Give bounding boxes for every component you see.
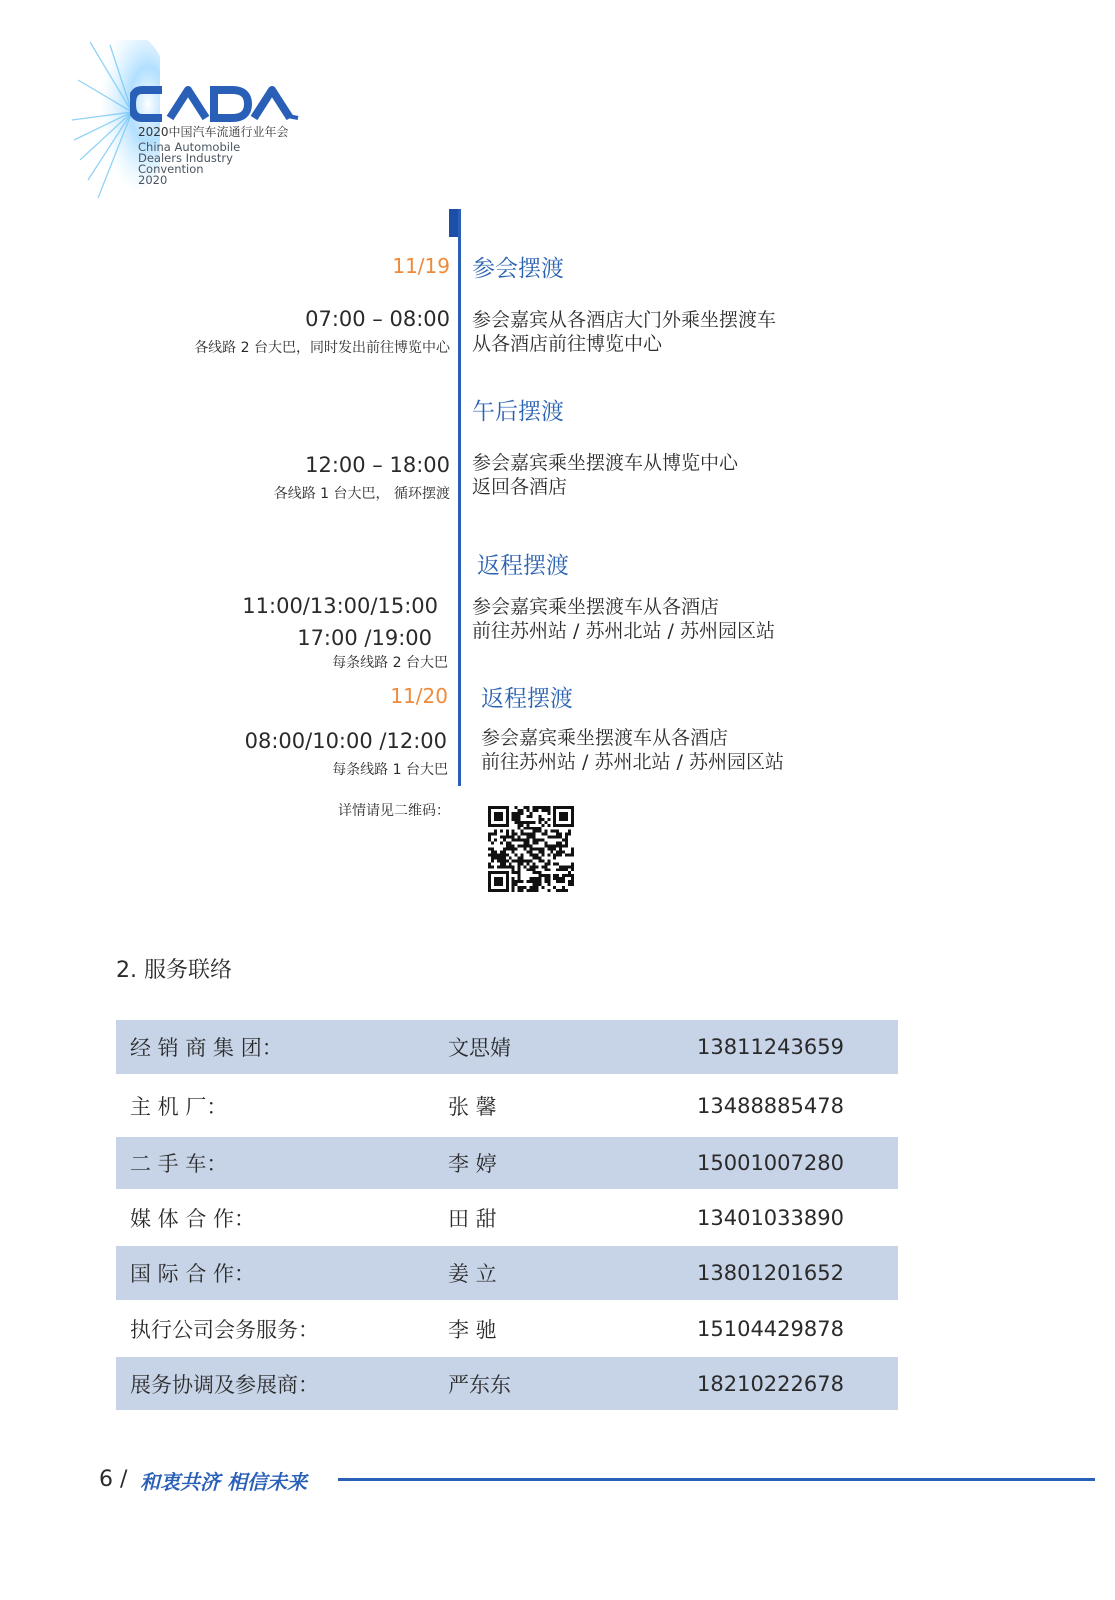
contact-phone: 13801201652 [697, 1261, 844, 1285]
table-row [116, 1137, 898, 1189]
description-line: 前往苏州站 / 苏州北站 / 苏州园区站 [472, 620, 775, 642]
footer-divider [338, 1478, 1095, 1481]
logo-en-line: Convention [138, 162, 204, 176]
contact-name: 严东东 [448, 1372, 511, 1397]
qr-label: 详情请见二维码： [338, 803, 450, 819]
cada-logo [70, 40, 330, 200]
contact-role: 媒 体 合 作： [130, 1206, 256, 1231]
table-row [116, 1357, 898, 1410]
contact-role: 展务协调及参展商： [130, 1372, 319, 1397]
time-note: 每条线路 2 台大巴 [332, 655, 448, 671]
time-range: 07:00 – 08:00 [305, 307, 450, 331]
contact-phone: 13401033890 [697, 1205, 844, 1230]
contact-role: 执行公司会务服务： [130, 1317, 319, 1342]
timeline-line [458, 209, 461, 786]
cada-wordmark [130, 84, 300, 124]
time-range: 08:00/10:00 /12:00 [244, 729, 447, 753]
section-heading: 2. 服务联络 [116, 958, 232, 983]
description-line: 参会嘉宾从各酒店大门外乘坐摆渡车 [472, 309, 777, 331]
contact-phone: 15104429878 [697, 1316, 844, 1341]
page-number: 6 / [99, 1467, 128, 1492]
time-note: 各线路 2 台大巴，同时发出前往博览中心 [194, 340, 450, 356]
contact-role: 经 销 商 集 团： [130, 1036, 283, 1060]
description-line: 参会嘉宾乘坐摆渡车从博览中心 [472, 452, 739, 474]
description-line: 参会嘉宾乘坐摆渡车从各酒店 [472, 596, 720, 618]
section-title: 返程摆渡 [481, 686, 573, 712]
table-row [116, 1020, 898, 1074]
contact-phone: 13488885478 [697, 1093, 844, 1118]
time-note: 每条线路 1 台大巴 [332, 762, 448, 778]
description-line: 参会嘉宾乘坐摆渡车从各酒店 [481, 727, 729, 749]
contact-role: 二 手 车： [130, 1152, 228, 1176]
logo-en-line: 2020 [138, 173, 168, 187]
time-range: 12:00 – 18:00 [305, 453, 450, 477]
table-row [116, 1189, 898, 1246]
table-row [116, 1246, 898, 1300]
description-line: 返回各酒店 [472, 476, 568, 498]
section-title: 午后摆渡 [472, 399, 564, 425]
contact-phone: 18210222678 [697, 1371, 844, 1396]
table-row [116, 1074, 898, 1137]
date-label: 11/19 [392, 254, 450, 278]
section-title: 参会摆渡 [472, 256, 564, 282]
table-row [116, 1300, 898, 1357]
qr-code-icon[interactable] [488, 806, 574, 892]
contact-phone: 15001007280 [697, 1151, 844, 1175]
contact-role: 国 际 合 作： [130, 1262, 256, 1286]
footer-slogan: 和衷共济 相信未来 [140, 1470, 307, 1494]
contact-name: 姜 立 [448, 1262, 497, 1286]
contacts-table [116, 1020, 898, 1410]
time-note: 各线路 1 台大巴， 循环摆渡 [273, 486, 450, 502]
contact-name: 李 婷 [448, 1152, 497, 1176]
time-range: 17:00 /19:00 [297, 626, 432, 650]
contact-name: 李 驰 [448, 1317, 497, 1342]
description-line: 从各酒店前往博览中心 [472, 333, 663, 355]
contact-name: 张 馨 [448, 1094, 497, 1119]
date-label: 11/20 [390, 684, 448, 708]
contact-role: 主 机 厂： [130, 1094, 228, 1119]
time-range: 11:00/13:00/15:00 [242, 594, 438, 618]
contact-name: 田 甜 [448, 1206, 497, 1231]
contact-phone: 13811243659 [697, 1035, 844, 1059]
logo-en-line: Dealers Industry [138, 151, 233, 165]
description-line: 前往苏州站 / 苏州北站 / 苏州园区站 [481, 751, 784, 773]
logo-cn-title: 2020中国汽车流通行业年会 [138, 125, 289, 139]
contact-name: 文思婧 [448, 1036, 511, 1060]
section-title: 返程摆渡 [477, 553, 569, 579]
logo-en-line: China Automobile [138, 140, 241, 154]
